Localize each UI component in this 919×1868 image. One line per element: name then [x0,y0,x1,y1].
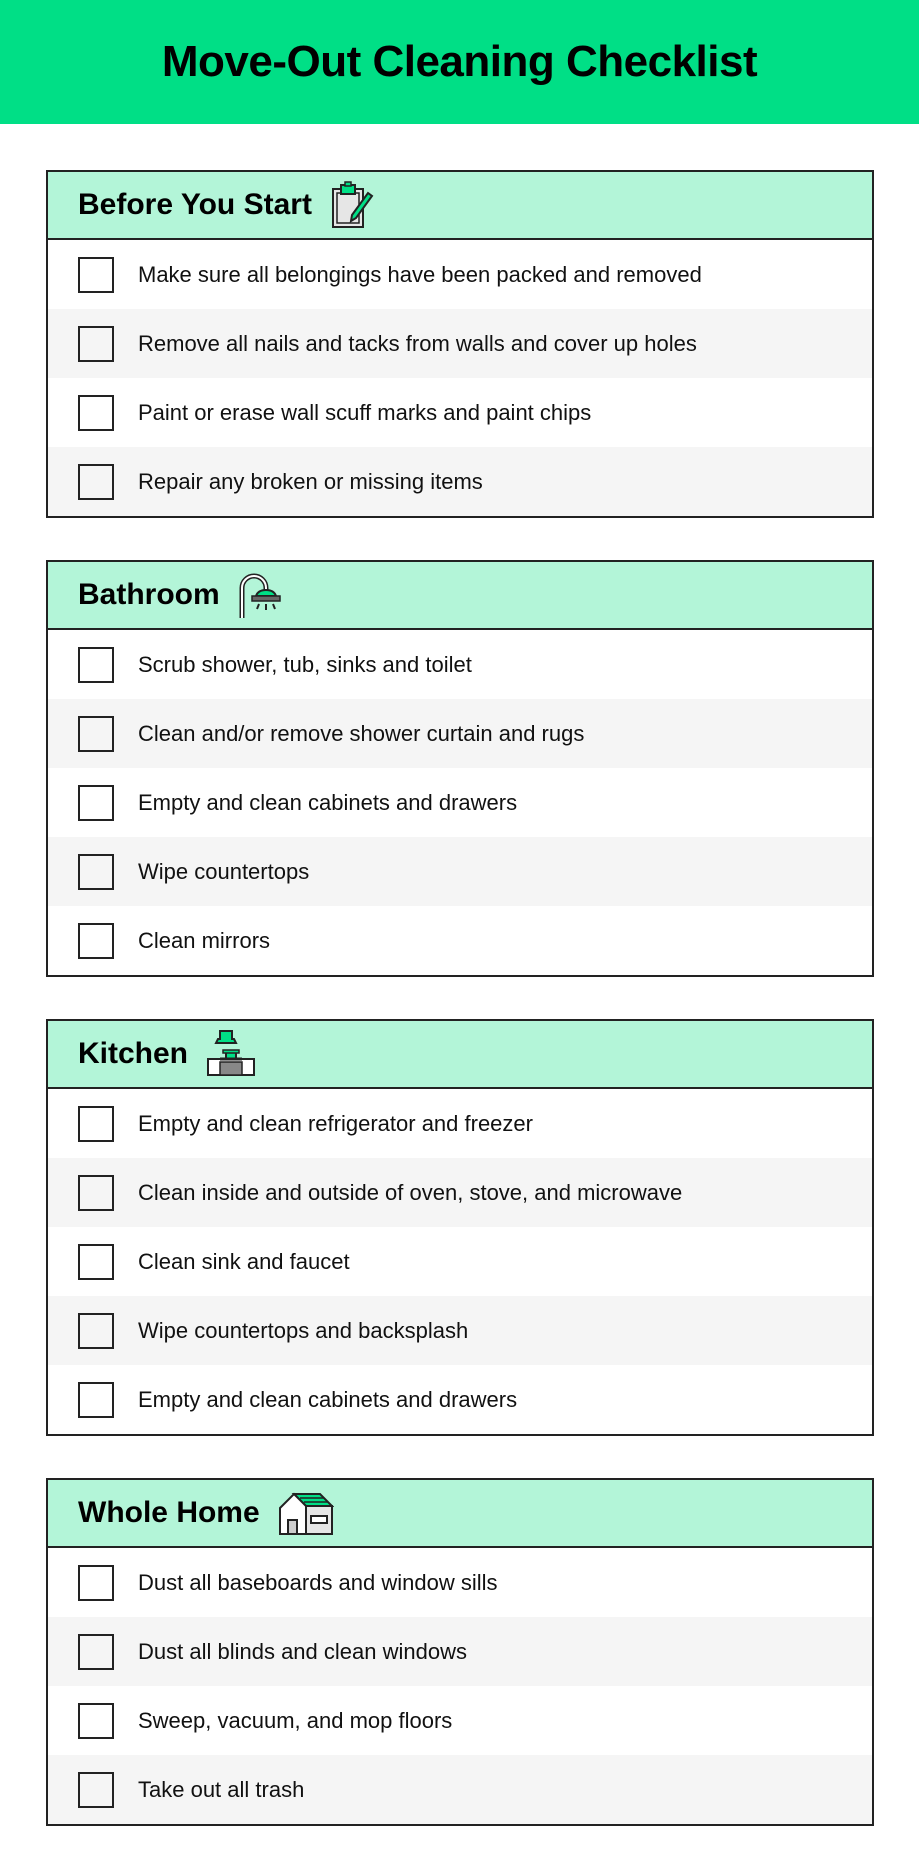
page-title: Move-Out Cleaning Checklist [161,37,758,86]
checkbox[interactable] [78,1703,114,1739]
section-bathroom [46,560,874,977]
checkbox[interactable] [78,785,114,821]
section-title: Kitchen [78,1037,189,1070]
checklist-item[interactable] [48,906,872,975]
checklist-item[interactable] [48,240,872,309]
checklist-item[interactable] [48,1365,872,1434]
checkbox[interactable] [78,1382,114,1418]
kitchen-icon [206,1029,256,1079]
item-label: Clean inside and outside of oven, stove, and microwave [138,1179,683,1205]
checkbox[interactable] [78,1244,114,1280]
section-header [48,1021,872,1089]
checklist-item[interactable] [48,837,872,906]
checkbox[interactable] [78,1772,114,1808]
checklist-item[interactable] [48,768,872,837]
item-label: Clean mirrors [138,927,271,953]
item-label: Dust all blinds and clean windows [138,1638,467,1664]
item-label: Repair any broken or missing items [138,468,483,494]
item-label: Wipe countertops and backsplash [138,1317,469,1343]
section-header [48,1480,872,1548]
title-banner [0,0,919,124]
checklist-item[interactable] [48,630,872,699]
item-label: Paint or erase wall scuff marks and paint chips [138,399,592,425]
checkbox[interactable] [78,1565,114,1601]
checklist-item[interactable] [48,1686,872,1755]
section-title: Before You Start [78,188,312,221]
item-label: Clean sink and faucet [138,1248,350,1274]
item-label: Clean and/or remove shower curtain and rugs [138,720,585,746]
item-label: Empty and clean cabinets and drawers [138,789,518,815]
checkbox[interactable] [78,1175,114,1211]
item-label: Scrub shower, tub, sinks and toilet [138,651,472,677]
checkbox[interactable] [78,464,114,500]
checklist [48,1089,872,1434]
clipboard-icon [330,181,374,229]
checkbox[interactable] [78,854,114,890]
checkbox[interactable] [78,647,114,683]
section-title: Bathroom [78,578,220,611]
item-label: Take out all trash [138,1776,305,1802]
section-title: Whole Home [78,1496,260,1529]
checkbox[interactable] [78,1634,114,1670]
house-icon [278,1490,334,1536]
checkbox[interactable] [78,1313,114,1349]
checkbox[interactable] [78,716,114,752]
checkbox[interactable] [78,1106,114,1142]
checklist-item[interactable] [48,1158,872,1227]
section-kitchen [46,1019,874,1436]
checklist-item[interactable] [48,1755,872,1824]
checkbox[interactable] [78,257,114,293]
section-whole-home [46,1478,874,1826]
checklist-item[interactable] [48,1548,872,1617]
item-label: Make sure all belongings have been packed and removed [138,261,702,287]
checkbox[interactable] [78,923,114,959]
item-label: Dust all baseboards and window sills [138,1569,498,1595]
checklist [48,240,872,516]
item-label: Empty and clean refrigerator and freezer [138,1110,533,1136]
section-before-you-start [46,170,874,518]
shower-icon [238,570,282,620]
checklist-item[interactable] [48,1227,872,1296]
item-label: Sweep, vacuum, and mop floors [138,1707,453,1733]
checklist [48,1548,872,1824]
checklist-item[interactable] [48,378,872,447]
item-label: Wipe countertops [138,858,310,884]
checklist-item[interactable] [48,699,872,768]
checkbox[interactable] [78,395,114,431]
checklist-item[interactable] [48,1089,872,1158]
checklist [48,630,872,975]
section-header [48,562,872,630]
checklist-item[interactable] [48,1296,872,1365]
section-header [48,172,872,240]
checklist-item[interactable] [48,447,872,516]
item-label: Empty and clean cabinets and drawers [138,1386,518,1412]
checklist-item[interactable] [48,309,872,378]
checkbox[interactable] [78,326,114,362]
checklist-item[interactable] [48,1617,872,1686]
item-label: Remove all nails and tacks from walls and cover up holes [138,330,697,356]
